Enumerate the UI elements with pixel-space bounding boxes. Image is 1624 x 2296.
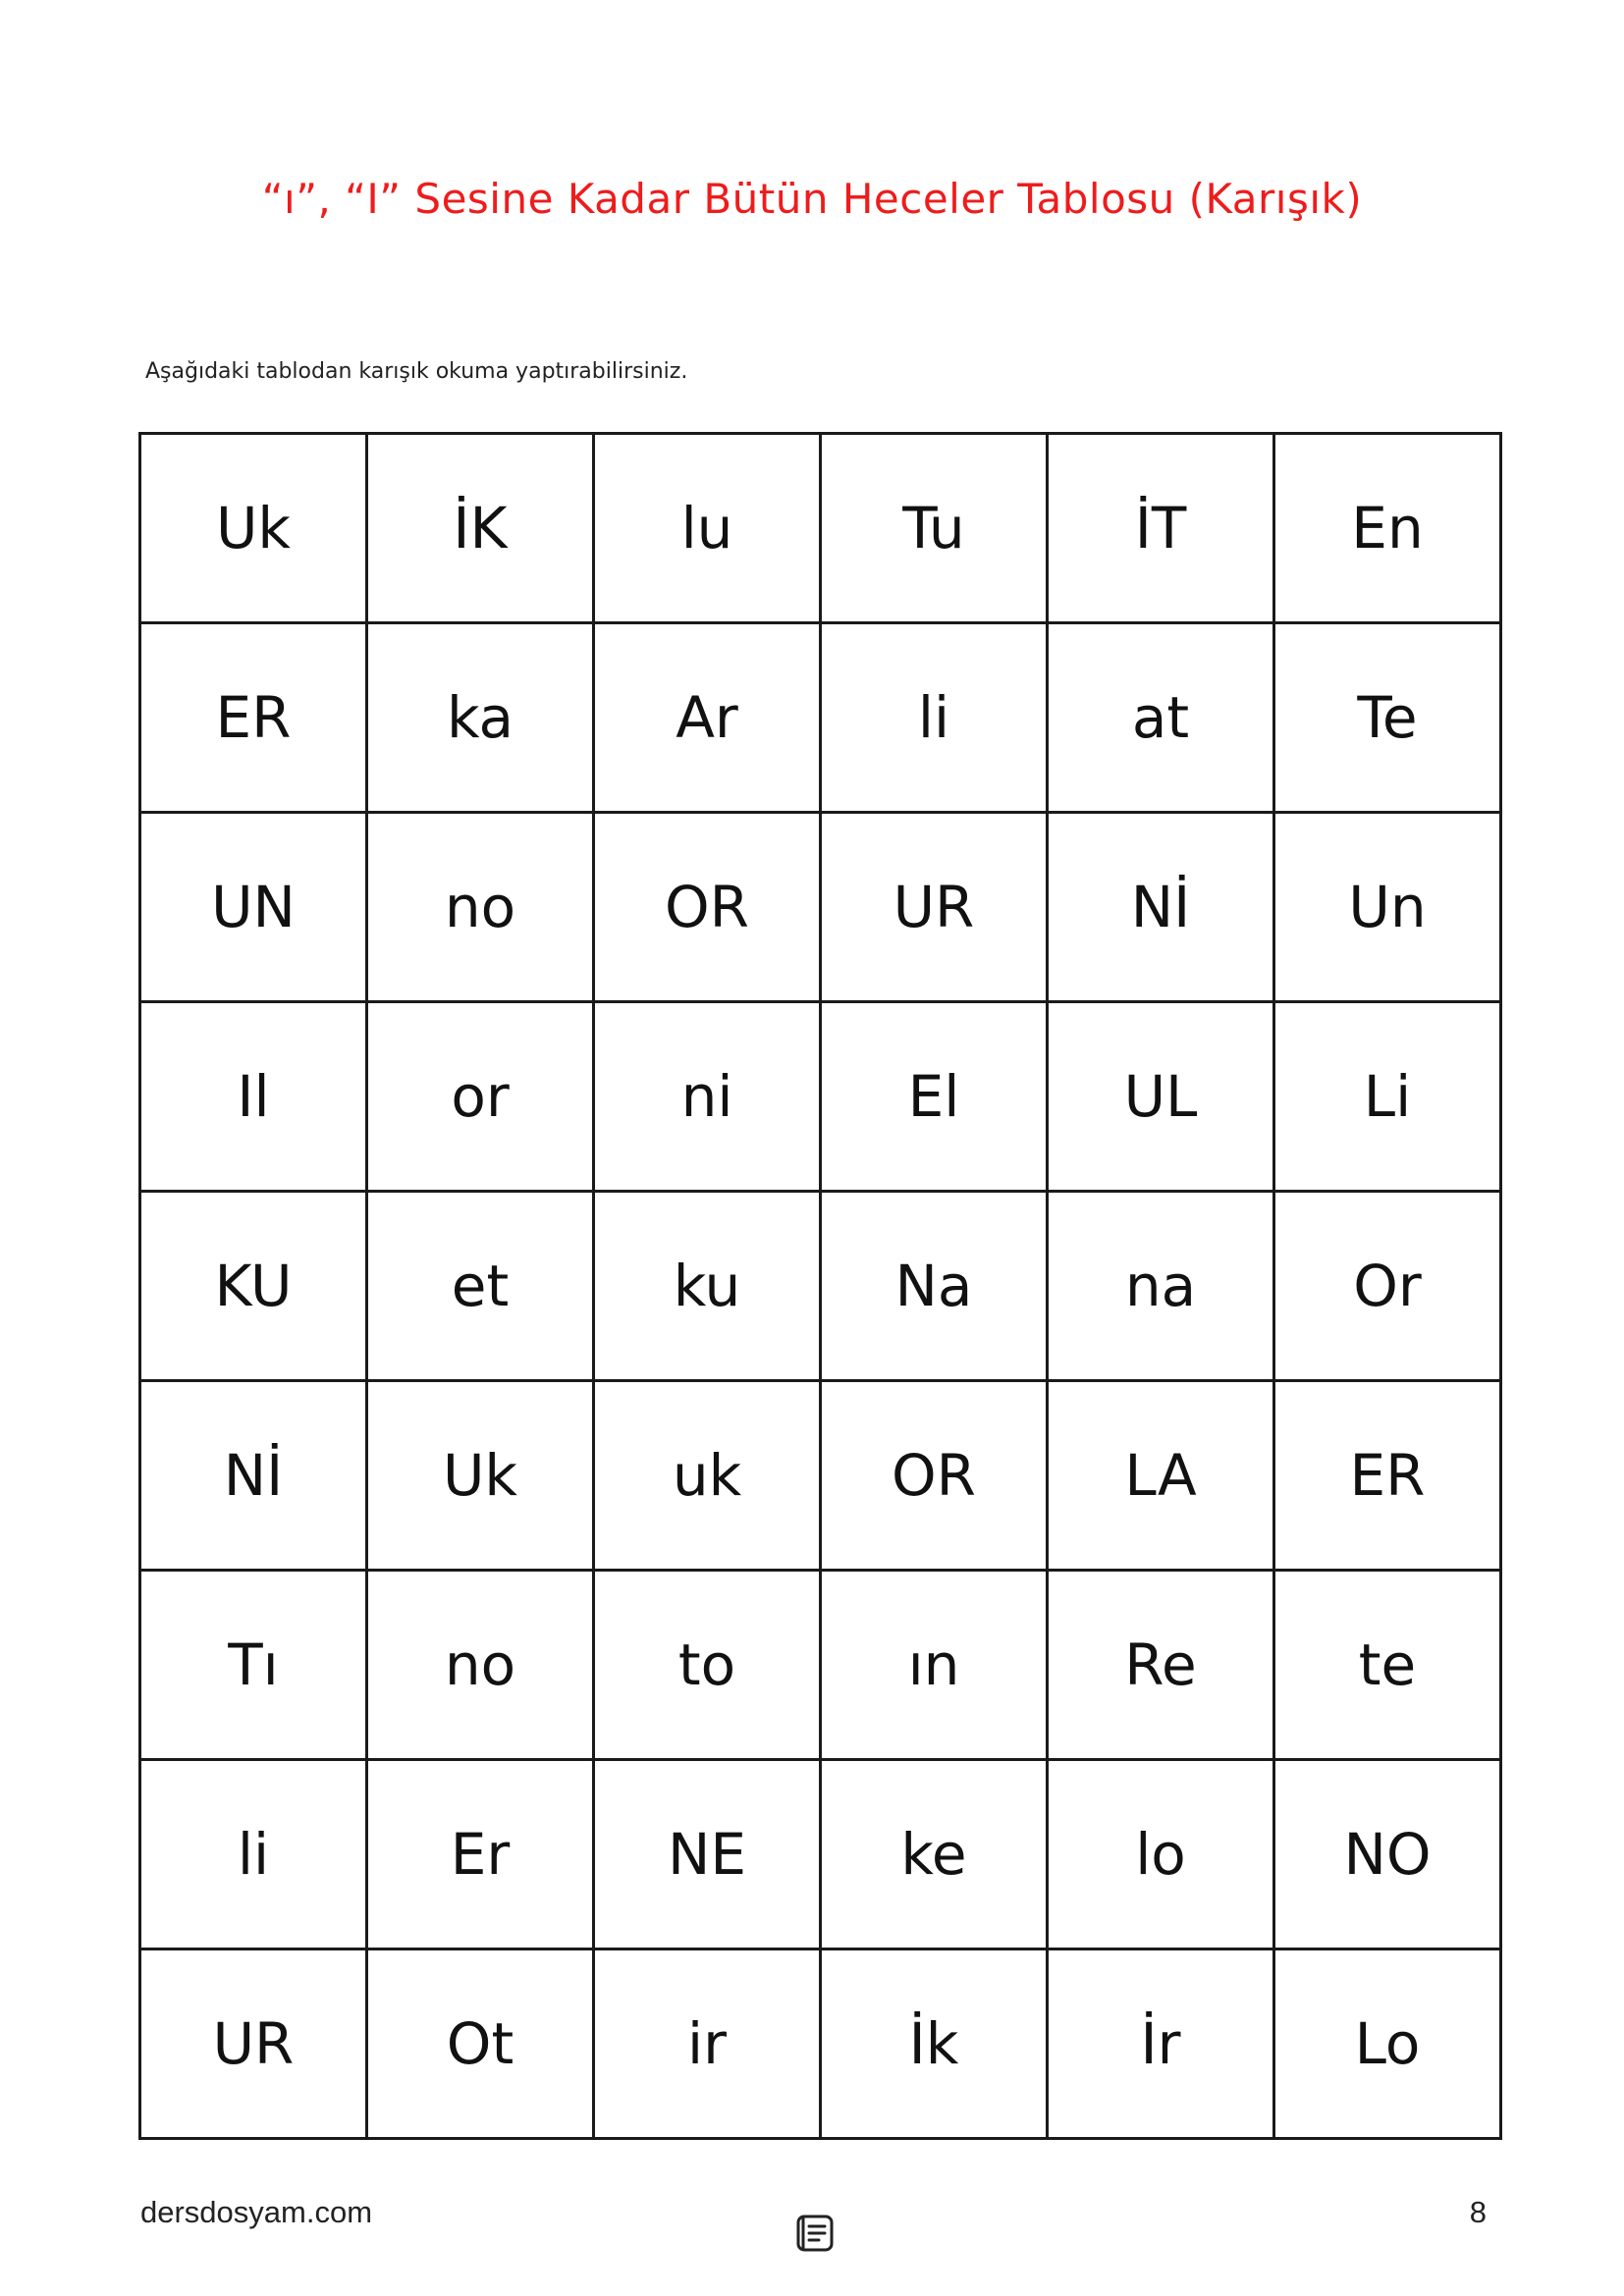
table-row — [140, 1949, 1501, 2139]
table-cell: at — [1048, 623, 1274, 813]
table-cell: Lo — [1274, 1949, 1501, 2139]
table-cell: NO — [1274, 1760, 1501, 1949]
table-cell: Tu — [821, 434, 1048, 623]
table-cell: or — [367, 1002, 594, 1192]
table-cell: Re — [1048, 1571, 1274, 1760]
table-cell: UN — [140, 813, 367, 1002]
table-cell: no — [367, 1571, 594, 1760]
table-cell: İK — [367, 434, 594, 623]
page-title: “ı”, “I” Sesine Kadar Bütün Heceler Tablosu (Karışık) — [261, 175, 1363, 223]
table-cell: Or — [1274, 1192, 1501, 1381]
table-cell: ir — [594, 1949, 821, 2139]
table-row — [140, 1002, 1501, 1192]
table-cell: no — [367, 813, 594, 1002]
table-cell: En — [1274, 434, 1501, 623]
table-cell: ke — [821, 1760, 1048, 1949]
table-cell: UR — [821, 813, 1048, 1002]
page-number: 8 — [1469, 2195, 1487, 2229]
table-cell: li — [821, 623, 1048, 813]
table-cell: Te — [1274, 623, 1501, 813]
table-cell: Un — [1274, 813, 1501, 1002]
table-cell: Nİ — [140, 1381, 367, 1571]
table-cell: ni — [594, 1002, 821, 1192]
table-cell: Uk — [140, 434, 367, 623]
table-cell: KU — [140, 1192, 367, 1381]
instruction-text: Aşağıdaki tablodan karışık okuma yaptırabilirsiniz. — [145, 359, 688, 384]
table-cell: na — [1048, 1192, 1274, 1381]
table-cell: lu — [594, 434, 821, 623]
table-row — [140, 434, 1501, 623]
table-cell: Ar — [594, 623, 821, 813]
table-cell: OR — [594, 813, 821, 1002]
syllable-table — [138, 432, 1502, 2140]
table-cell: NE — [594, 1760, 821, 1949]
table-cell: lo — [1048, 1760, 1274, 1949]
table-cell: Tı — [140, 1571, 367, 1760]
table-cell: ku — [594, 1192, 821, 1381]
table-cell: İk — [821, 1949, 1048, 2139]
table-cell: Nİ — [1048, 813, 1274, 1002]
table-cell: Ot — [367, 1949, 594, 2139]
table-cell: ın — [821, 1571, 1048, 1760]
table-cell: LA — [1048, 1381, 1274, 1571]
table-cell: El — [821, 1002, 1048, 1192]
table-cell: UL — [1048, 1002, 1274, 1192]
table-cell: ka — [367, 623, 594, 813]
table-cell: to — [594, 1571, 821, 1760]
table-row — [140, 1381, 1501, 1571]
table-row — [140, 1760, 1501, 1949]
table-cell: Na — [821, 1192, 1048, 1381]
table-cell: Er — [367, 1760, 594, 1949]
table-cell: uk — [594, 1381, 821, 1571]
table-cell: Il — [140, 1002, 367, 1192]
table-row — [140, 813, 1501, 1002]
document-logo-icon — [793, 2211, 839, 2256]
table-cell: te — [1274, 1571, 1501, 1760]
table-cell: İT — [1048, 434, 1274, 623]
table-cell: İr — [1048, 1949, 1274, 2139]
table-row — [140, 1192, 1501, 1381]
table-cell: OR — [821, 1381, 1048, 1571]
table-cell: li — [140, 1760, 367, 1949]
table-row — [140, 1571, 1501, 1760]
table-row — [140, 623, 1501, 813]
table-cell: ER — [1274, 1381, 1501, 1571]
table-cell: Uk — [367, 1381, 594, 1571]
footer-site-link[interactable]: dersdosyam.com — [140, 2195, 373, 2229]
table-cell: UR — [140, 1949, 367, 2139]
table-cell: ER — [140, 623, 367, 813]
table-cell: Li — [1274, 1002, 1501, 1192]
table-cell: et — [367, 1192, 594, 1381]
